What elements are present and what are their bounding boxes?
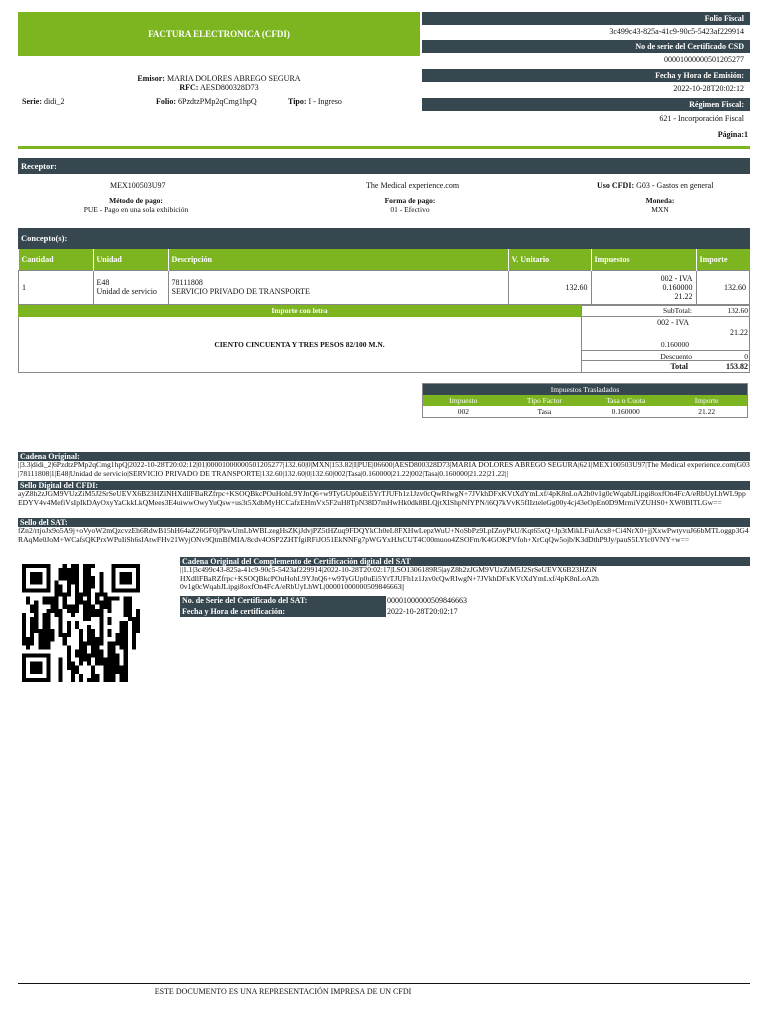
importe-letra-bar: [18, 305, 581, 317]
col-descripcion: Descripción: [168, 249, 508, 270]
row-desc-text: SERVICIO PRIVADO DE TRANSPORTE: [171, 287, 310, 296]
traslados-importe: 21.22: [698, 407, 716, 416]
complemento-text: ||1.1|3c499c43-825a-41c9-90c5-5423af229914|2022-10-28T20:02:17|LSO1306189R5|ayZ8h2zJGM9VUzZiM5J2SrSeUEVX6B23HZiNHXdllFBaRZfrpc+KSOQBkcPOuHohL9YJnQ6+w9TyGUp0uEi5YrTJUFh1z1Jzv0cQwRIwgN+7JVkhDFxKVtXdYmLxf/4pK8nLoA2h0v1g0cWqabJLipgi8oxfOn4FcA/eRbUyLhWL|00001000000509846663||: [180, 566, 599, 592]
cadena-original-label: Cadena Original:: [20, 452, 80, 461]
iva-label: 002 - IVA: [657, 318, 689, 327]
regimen-label: Régimen Fiscal:: [689, 100, 744, 109]
regimen-value: 621 - Incorporación Fiscal: [659, 114, 744, 123]
conceptos-section-label: Concepto(s):: [21, 233, 68, 243]
traslados-col-impuesto: Impuesto: [449, 396, 478, 405]
traslados-tasa: 0.160000: [611, 407, 640, 416]
uso-cfdi-label: Uso CFDI:: [597, 181, 635, 190]
emisor-line: [18, 74, 420, 83]
cert-sat-label-bar: [180, 596, 386, 606]
traslados-col-factor: Tipo Factor: [526, 396, 562, 405]
conceptos-section-bar: [18, 228, 750, 249]
tipo-value: I - Ingreso: [308, 97, 342, 106]
row-unidad-code: E48: [96, 278, 110, 287]
col-impuestos: Impuestos: [591, 249, 696, 270]
traslados-title: Impuestos Trasladados: [550, 385, 620, 394]
traslados-row: [423, 406, 748, 418]
iva-rate: 0.160000: [660, 340, 689, 349]
regimen-label-bar: [422, 98, 750, 111]
traslados-header-row: [423, 395, 748, 406]
footer-divider: [18, 983, 750, 984]
cert-csd-label: No de serie del Certificado CSD: [635, 42, 744, 51]
cadena-original-bar: [18, 452, 750, 461]
sello-sat-label: Sello del SAT:: [20, 518, 68, 527]
forma-pago-label: Forma de pago:: [384, 196, 436, 205]
descuento-value: 0: [744, 352, 748, 361]
total-value: 153.82: [726, 362, 748, 371]
serie-line: [22, 97, 64, 106]
descuento-label: Descuento: [660, 352, 692, 361]
forma-pago-block: [320, 196, 500, 214]
cadena-original-text: ||3.3|didi_2|6PzdtzPMp2qCmg1hpQ|2022-10-28T20:02:12|01|00001000000501205277|132.60|0|MXN|153.82|I|PUE|06600|AESD800328D73|MARIA DOLORES ABREGO SEGURA|621|MEX100503U97|The Medical experience.com|G03|78111808|1|E48|Unidad de servicio|SERVICIO PRIVADO DE TRANSPORTE|132.60|132.60|0|132.60|002|Tasa|0.160000|21.22|002|Tasa|0.160000|21.22|21.22||: [18, 461, 750, 478]
tipo-line: [288, 97, 342, 106]
emisor-name: MARIA DOLORES ABREGO SEGURA: [166, 74, 301, 83]
forma-pago-value: 01 - Efectivo: [390, 205, 430, 214]
serie-value: didi_2: [44, 97, 65, 106]
sello-sat-bar: [18, 518, 750, 527]
cert-csd-value: 00001000000501205277: [664, 55, 744, 64]
moneda-value: MXN: [651, 205, 669, 214]
uso-cfdi-line: [597, 181, 713, 190]
total-row: [581, 361, 750, 373]
concepto-row: [19, 270, 750, 304]
fecha-emision-label: Fecha y Hora de Emisión:: [655, 71, 744, 80]
emisor-rfc-label: RFC:: [179, 83, 199, 92]
invoice-title-bar: [18, 12, 420, 56]
receptor-section-bar: [18, 158, 750, 174]
iva-amount: 21.22: [730, 328, 748, 337]
tipo-label: Tipo:: [288, 97, 307, 106]
folio-value: 6PzdtzPMp2qCmg1hpQ: [178, 97, 257, 106]
row-imp-rate: 0.160000: [662, 282, 693, 292]
invoice-title: FACTURA ELECTRONICA (CFDI): [148, 29, 290, 39]
cert-sat-value: 00001000000509846663: [387, 596, 467, 605]
traslados-title-row: [423, 384, 748, 396]
row-unitario: 132.60: [508, 270, 591, 304]
traslados-col-tasa: Tasa o Cuota: [606, 396, 646, 405]
sello-sat-text: fZn2/rtjoJx9o5A9j+oVyoW2mQzcvzEh6RdwB15hH64aZ26GF0jPkwUmLbWBLzegHsZKjJdvjPZ5tHZuq9FDQYkCh0eL8FXHwLepzWuU+NoSbPz9LpIZoyPkU/Kqt65xQ+Jp3tMikLFuiAcx8+Ci4NrX0+jjXxwPwtyvuJ66bMTLoggp3G4RAqMe0JoM+WCafsQKPrxWPuIiSh6sIAtwFHv21WyjONv9QtmBfMIA/8cdv4OSP2ZHTfgiRFiJO51EkNNFg7pWGYxHJsCUT4C00muoo4ZSOFm/K4GOKPVfoh+XrCqQw5ojb/K3dDthP9Jy/pauS5LYIc0VNY+w==: [18, 527, 749, 544]
conceptos-table: [18, 249, 750, 305]
complemento-bar: [180, 557, 750, 566]
cert-csd-label-bar: [422, 40, 750, 53]
subtotal-row: [581, 305, 750, 317]
moneda-label: Moneda:: [645, 196, 675, 205]
row-cantidad: 1: [19, 270, 94, 304]
folio-line: [156, 97, 257, 106]
row-descripcion: [168, 270, 508, 304]
fecha-emision-label-bar: [422, 69, 750, 82]
header-divider: [18, 146, 750, 149]
emisor-rfc: AESD800328D73: [200, 83, 259, 92]
serie-label: Serie:: [22, 97, 42, 106]
subtotal-value: 132.60: [727, 306, 748, 315]
metodo-pago-label: Método de pago:: [109, 196, 163, 205]
qr-code: [22, 562, 140, 684]
col-unidad: Unidad: [93, 249, 168, 270]
row-unidad-name: Unidad de servicio: [96, 287, 157, 296]
sello-cfdi-label: Sello Digital del CFDI:: [20, 481, 98, 490]
traslados-factor: Tasa: [537, 407, 552, 416]
subtotal-label: SubTotal:: [662, 306, 692, 315]
traslados-table: [422, 383, 748, 418]
metodo-pago-block: [46, 196, 226, 214]
sello-cfdi-text: ayZ8h2zJGM9VUzZiM5J2SrSeUEVX6B23HZiNHXdllFBaRZfrpc+KSOQBkcPOuHohL9YJnQ6+w9TyGUp0uEi5YrTJUFh1z1Jzv0cQwRIwgN+7JVkhDFxKVtXdYmLxf/4pK8nLoA2h0v1g0cWqabJLipgi8oxfOn4FcA/eRbUyLhWL9ppEDYV4v4MefiVsIpIkDAyOxyYaCkkLkQMees3E4uiwwOwyYuQsw+us3t5XdbMyHCCafzEHmVx5F2uH8TpN38D7mHwHk0dk8BLQjtXIShpNfYPN/i6Q7kVvK5fIIzteleGg00y4cj43eOpEn0D9MrmiVZUHS0+XW0BITLGw==: [18, 490, 746, 507]
emisor-rfc-line: [18, 83, 420, 92]
fecha-cert-label: Fecha y Hora de certificación:: [182, 607, 286, 616]
fecha-cert-value: 2022-10-28T20:02:17: [387, 607, 458, 616]
metodo-pago-value: PUE - Pago en una sola exhibición: [83, 205, 189, 214]
traslados-impuesto: 002: [457, 407, 469, 416]
row-importe: 132.60: [696, 270, 750, 304]
descuento-row: [581, 350, 750, 361]
row-imp-amount: 21.22: [674, 291, 693, 301]
fecha-cert-label-bar: [180, 606, 386, 617]
col-importe: Importe: [699, 254, 728, 264]
uso-cfdi-value: G03 - Gastos en general: [636, 181, 714, 190]
col-cantidad: Cantidad: [19, 249, 94, 270]
row-imp-name: 002 - IVA: [660, 273, 693, 283]
importe-letra-text: CIENTO CINCUENTA Y TRES PESOS 82/100 M.N.: [214, 340, 385, 349]
page-number: Página:1: [717, 130, 748, 139]
folio-label: Folio:: [156, 97, 176, 106]
col-unitario: V. Unitario: [508, 249, 591, 270]
conceptos-header-row: [19, 249, 750, 270]
importe-letra-label: Importe con letra: [271, 306, 328, 315]
receptor-section-label: Receptor:: [21, 161, 57, 171]
folio-fiscal-label: Folio Fiscal: [704, 14, 744, 23]
receptor-name: The Medical experience.com: [366, 181, 460, 190]
folio-fiscal-value: 3c499c43-825a-41c9-90c5-5423af229914: [609, 27, 744, 36]
total-label: Total: [670, 362, 688, 371]
fecha-emision-value: 2022-10-28T20:02:12: [673, 84, 744, 93]
cert-sat-label: No. de Serie del Certificado del SAT:: [182, 596, 308, 605]
receptor-rfc: MEX100503U97: [110, 181, 166, 190]
moneda-block: [570, 196, 750, 214]
emisor-label: Emisor:: [137, 74, 165, 83]
footer-text: ESTE DOCUMENTO ES UNA REPRESENTACIÓN IMPRESA DE UN CFDI: [154, 987, 412, 996]
complemento-title: Cadena Original del Complemento de Certificación digital del SAT: [182, 557, 411, 566]
row-impuestos: [591, 270, 696, 304]
row-unidad: [93, 270, 168, 304]
sello-cfdi-bar: [18, 481, 750, 490]
row-desc-code: 78111808: [171, 278, 203, 287]
traslados-col-importe: Importe: [694, 396, 719, 405]
folio-fiscal-label-bar: [422, 12, 750, 25]
